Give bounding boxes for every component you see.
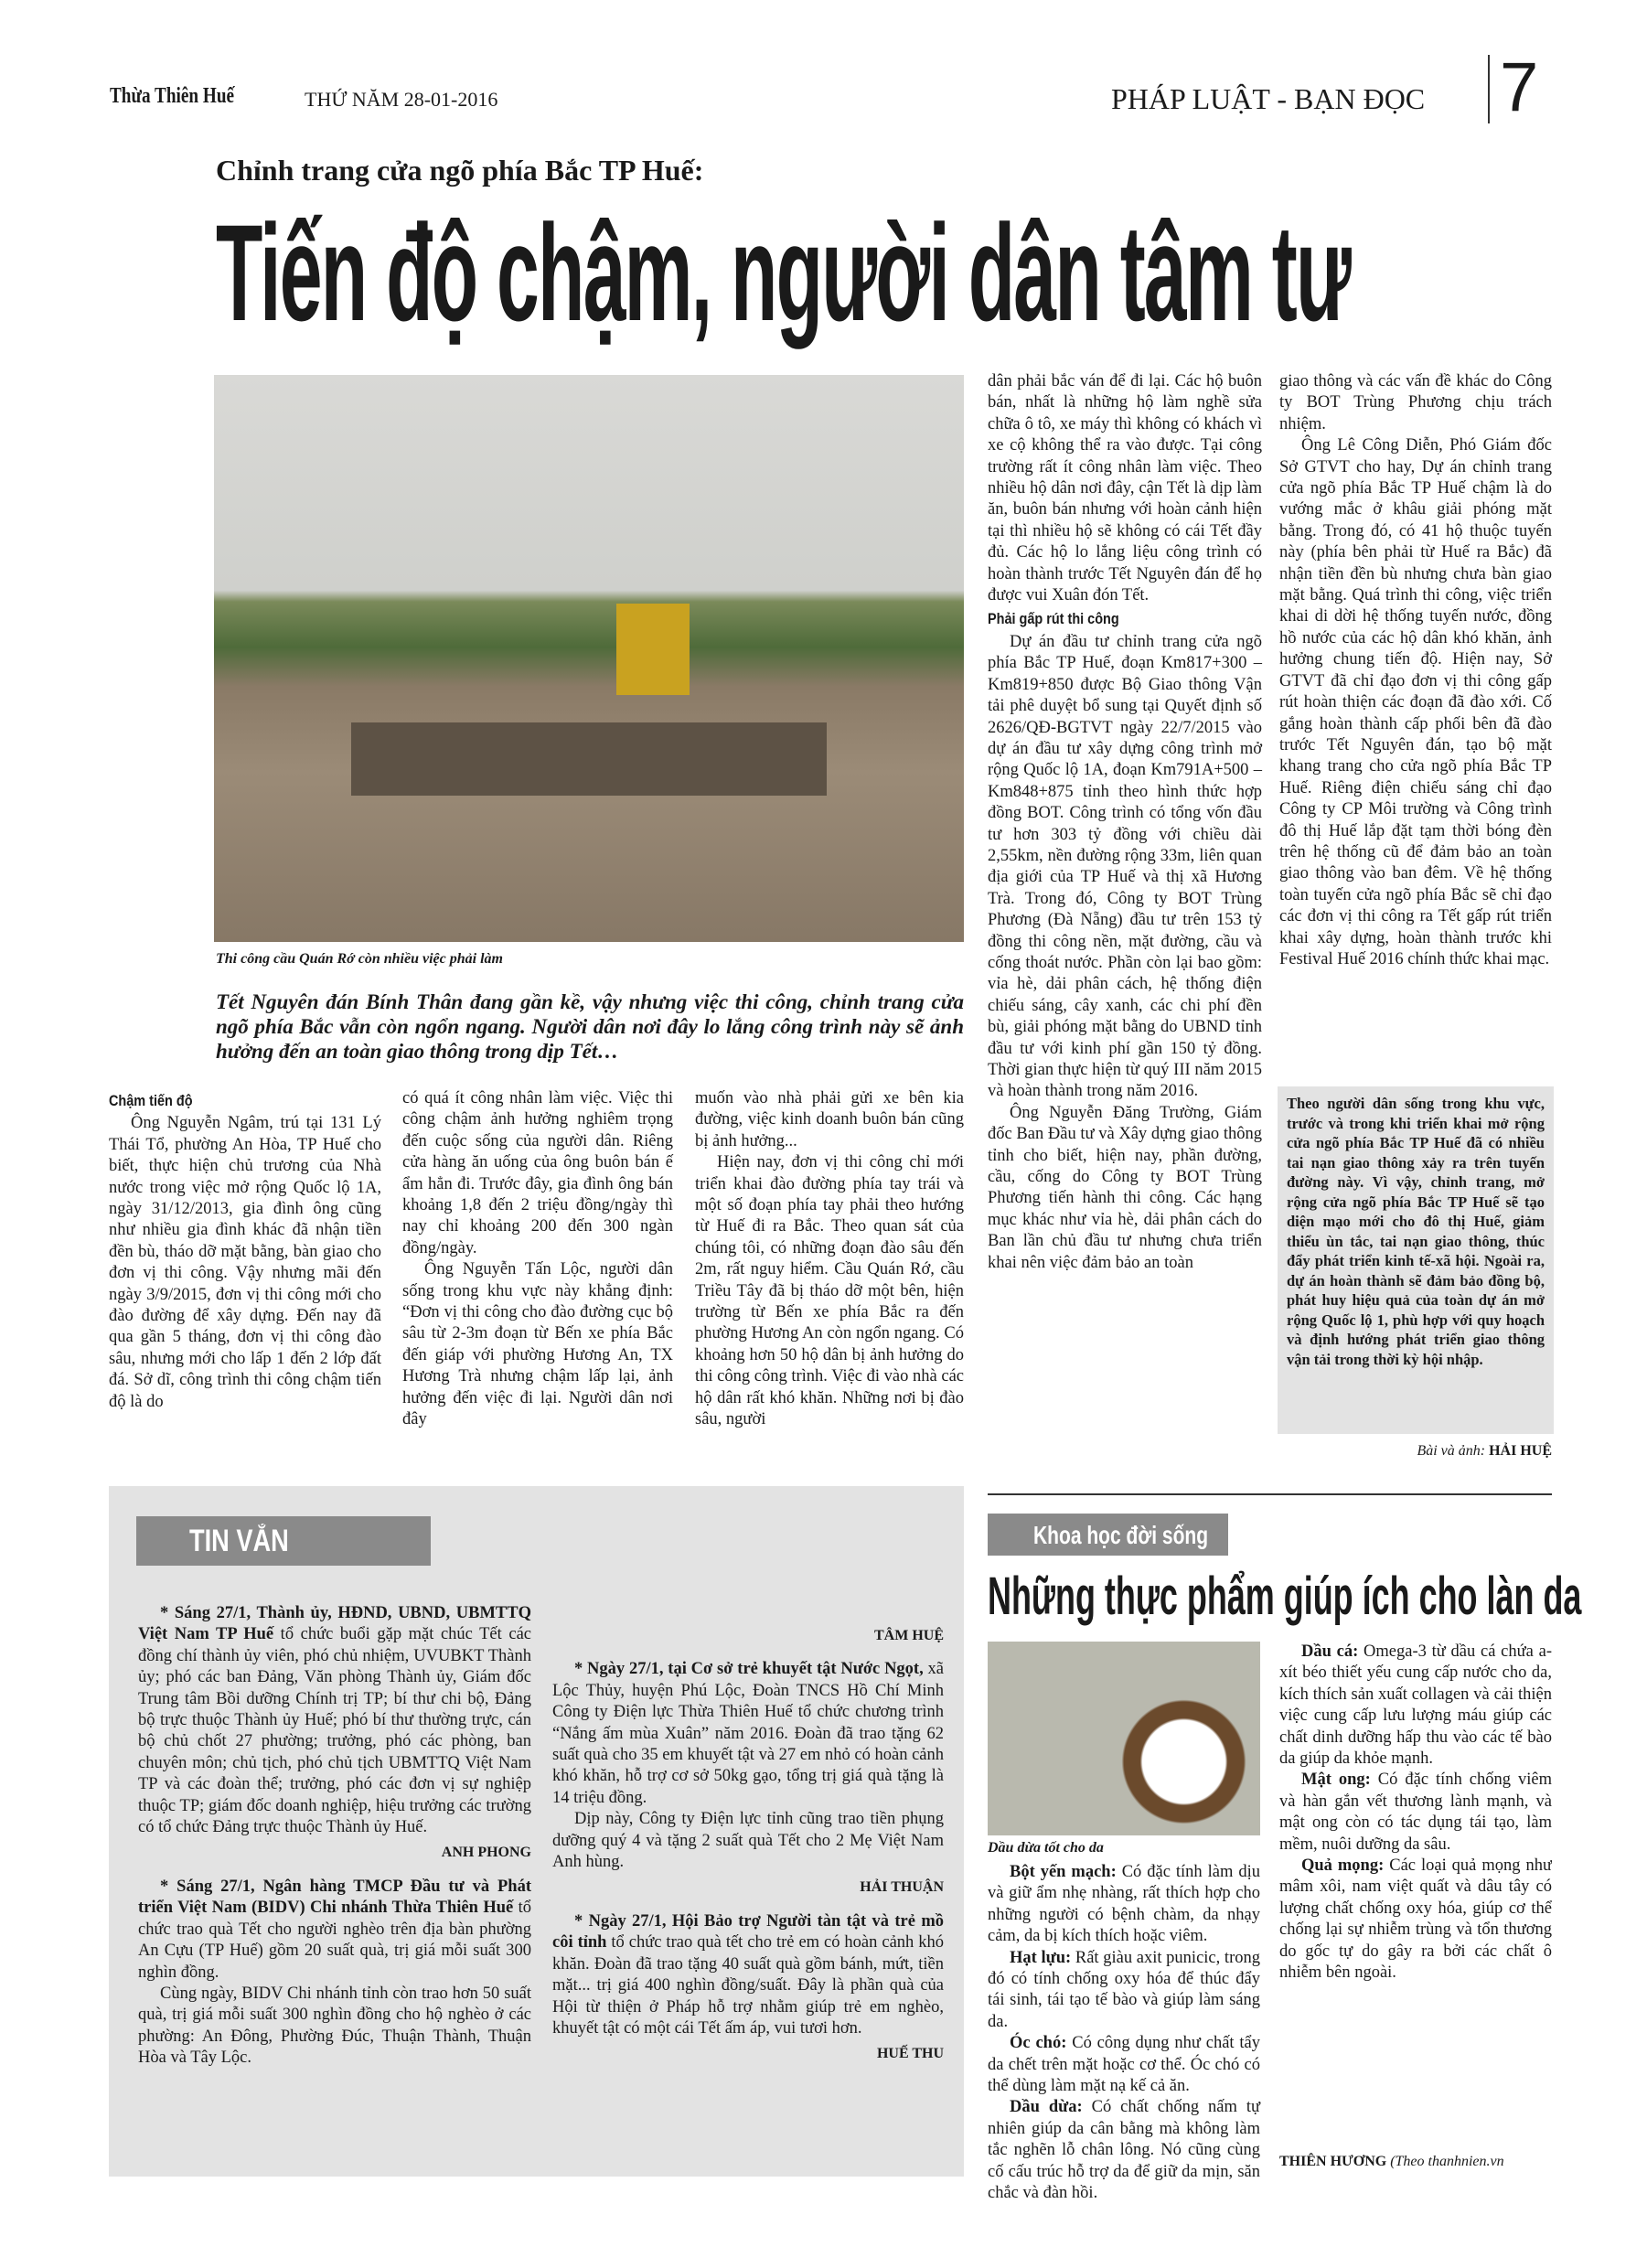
paragraph: Hiện nay, đơn vị thi công chỉ mới triển khai đào đường phía tay trái và một số đoạn phía tay phải theo hướng từ Huế đi ra Bắc. Theo quan sát của chúng tôi, có những đoạn đào sâu đến 2m, rất nguy hiểm. Cầu Quán Rớ, cầu Triều Tây đã bị tháo dỡ một bên, hiện trường từ Bến xe phía Bắc ra đến phường Hương An còn ngổn ngang. Có khoảng hơn 50 hộ dân bị ảnh hưởng do thi công công trình. Việc đi vào nhà các hộ dân rất khó khăn. Những nơi bị đào sâu, người [695, 1153, 964, 1429]
paper-name: Thừa Thiên Huế [110, 84, 235, 108]
science-photo-caption: Dầu dừa tốt cho da [988, 1840, 1104, 1856]
science-source: (Theo thanhnien.vn [1390, 2154, 1504, 2169]
body-column-5 [1279, 371, 1552, 970]
byline-author: HẢI HUỆ [1489, 1443, 1552, 1459]
paragraph: Dự án đầu tư chỉnh trang cửa ngõ phía Bắc TP Huế, đoạn Km817+300 – Km819+850 được Bộ Giao thông Vận tải phê duyệt bổ sung tại Quyết định số 2626/QĐ-BGTVT ngày 22/7/2015 vào dự án đầu tư xây dựng công trình mở rộng Quốc lộ 1A, đoạn Km791A+500 – Km848+875 tỉnh theo hình thức hợp đồng BOT. Công trình có tổng vốn đầu tư hơn 303 tỷ đồng với chiều dài 2,55km, nền đường rộng 33m, liên quan địa giới của TP Huế và thị xã Hương Trà. Trong đó, Công ty BOT Trùng Phương (Đà Nẵng) đầu tư trên 153 tỷ đồng thi công nền, mặt đường, cầu và cống thoát nước. Phần còn lại bao gồm: vỉa hè, dải phân cách, hệ thống điện chiếu sáng, cây xanh, các chi phí đền bù, giải phóng mặt bằng do UBND tỉnh đầu tư với kinh phí gần 150 tỷ đồng. Thời gian thực hiện từ quý III năm 2015 và hoàn thành trong năm 2016. [988, 632, 1262, 1101]
section-rule [988, 1493, 1552, 1495]
news-briefs-banner [136, 1516, 431, 1566]
science-column-2 [1279, 1642, 1552, 2154]
science-headline: Những thực phẩm giúp ích cho làn da [988, 1567, 1582, 1626]
science-byline [1279, 2154, 1504, 2170]
brief-signature: HẢI THUẬN [860, 1879, 944, 1896]
headline: Tiến độ chậm, người dân tâm tư [216, 196, 1351, 349]
paragraph: Ông Lê Công Diễn, Phó Giám đốc Sở GTVT cho hay, Dự án chỉnh trang cửa ngõ phía Bắc TP Huế chậm là do vướng mắc ở khâu giải phóng mặt bằng. Trong đó, có 41 hộ thuộc tuyến này (phía bên phải từ Huế ra Bắc) đã nhận tiền đền bù nhưng chưa bàn giao mặt bằng. Quá trình thi công, việc triển khai di dời hệ thống tuyến nước, đồng hồ nước của các hộ dân khó khăn, ảnh hưởng chung tiến độ. Hiện nay, Sở GTVT đã chỉ đạo đơn vị thi công gấp rút hoàn thiện các đoạn đã đào xới. Cố gắng hoàn thành cấp phối bên đã đào trước Tết Nguyên đán, tạo bộ mặt khang trang cho cửa ngõ phía Bắc TP Huế. Riêng điện chiếu sáng chỉ đạo Công ty CP Môi trường và Công trình đô thị Huế lắp đặt tạm thời bóng đèn trên hệ thống cũ để đảm bảo an toàn giao thông vào ban đêm. Về hệ thống toàn tuyến cửa ngõ phía Bắc sẽ chỉ đạo các đơn vị thi công ra Tết gấp rút triển khai xây dựng, hoàn thành trước khi Festival Huế 2016 chính thức khai mạc. [1279, 436, 1552, 968]
science-tag-label: Khoa học đời sống [1033, 1521, 1209, 1549]
news-briefs-title: TIN VẮN [189, 1524, 289, 1558]
section-title: PHÁP LUẬT - BẠN ĐỌC [1111, 82, 1426, 115]
briefs-column-1 [138, 1603, 531, 2070]
brief-item: * Sáng 27/1, Ngân hàng TMCP Đầu tư và Phát triển Việt Nam (BIDV) Chi nhánh Thừa Thiên Huế tổ chức trao quà Tết cho người nghèo trên địa bàn phường An Cựu (TP Huế) gồm 20 suất quà, trị giá mỗi suất 300 nghìn đồng. [138, 1877, 531, 1982]
page-number: 7 [1500, 48, 1539, 126]
rebar-trench [351, 722, 827, 796]
byline [1280, 1443, 1552, 1460]
paragraph: Bột yến mạch: Có đặc tính làm dịu và giữ ẩm nhẹ nhàng, rất thích hợp cho những người có bệnh chàm, da nhạy cảm, da bị kích thích hoặc viêm. [988, 1863, 1260, 1946]
header-divider [1488, 55, 1490, 123]
science-tag [988, 1514, 1228, 1556]
paragraph: Dầu dừa: Có chất chống nấm tự nhiên giúp da cân bằng mà không làm tắc nghẽn lỗ chân lông. Nó cũng cùng cố cấu trúc hỗ trợ da để giữ da mịn, săn chắc và đàn hồi. [988, 2098, 1261, 2203]
brief-item: * Ngày 27/1, tại Cơ sở trẻ khuyết tật Nước Ngọt, xã Lộc Thủy, huyện Phú Lộc, Đoàn TNCS Hồ Chí Minh Công ty Điện lực Thừa Thiên Huế tổ chức chương trình “Nắng ấm mùa Xuân” năm 2016. Đoàn đã trao tặng 62 suất quà cho 35 em khuyết tật và 27 em nhỏ có hoàn cảnh khó khăn, hỗ trợ cơ sở 50kg gạo, tổng trị giá quà tặng là 14 triệu đồng. [552, 1660, 944, 1807]
body-column-4 [988, 371, 1262, 1274]
issue-date: THỨ NĂM 28-01-2016 [305, 88, 498, 111]
brief-signature: HUẾ THU [876, 2046, 944, 2062]
paragraph: Ông Nguyễn Tấn Lộc, người dân sống trong khu vực này khẳng định: “Đơn vị thi công cho đào đường cục bộ sâu từ 2-3m đoạn từ Bến xe phía Bắc đến giáp với phường Hương An, TX Hương Trà nhưng chậm lấp lại, ảnh hưởng đến việc đi lại. Người dân nơi đây [402, 1260, 673, 1429]
paragraph: có quá ít công nhân làm việc. Việc thi công chậm ảnh hưởng nghiêm trọng đến cuộc sống của người dân. Riêng cửa hàng ăn uống của ông buôn bán ế ẩm hẳn đi. Trước đây, gia đình ông bán khoảng 1,8 đến 2 triệu đồng/ngày thì nay chỉ khoảng 200 đến 300 ngàn đồng/ngày. [402, 1089, 673, 1257]
subheading: Chậm tiến độ [109, 1092, 193, 1109]
news-briefs-box [109, 1486, 964, 2177]
body-column-2 [402, 1088, 673, 1431]
brief-item-continued: Dịp này, Công ty Điện lực tỉnh cũng trao tiền phụng dưỡng quý 4 và tặng 2 suất quà Tết cho 2 Mẹ Việt Nam Anh hùng. [552, 1810, 944, 1872]
brief-item-continued: Cùng ngày, BIDV Chi nhánh tỉnh còn trao hơn 50 suất quà, trị giá mỗi suất 300 nghìn đồng cho hộ nghèo ở các phường: An Đông, Phường Đúc, Thuận Thành, Thuận Hòa và Tây Lộc. [138, 1984, 531, 2068]
brief-signature: ANH PHONG [441, 1845, 531, 1861]
byline-label: Bài và ảnh: [1417, 1443, 1486, 1459]
excavator [616, 604, 690, 695]
paragraph: giao thông và các vấn đề khác do Công ty BOT Trùng Phương chịu trách nhiệm. [1279, 372, 1552, 433]
body-column-3 [695, 1088, 964, 1431]
paragraph: Quả mọng: Các loại quả mọng như mâm xôi, nam việt quất và dâu tây có lượng chất chống oxy hóa, giúp cơ thể chống lại sự nhiễm trùng và tổn thương do gốc tự do gây ra bởi các chất ô nhiễm bên ngoài. [1279, 1856, 1552, 1983]
paragraph: Dầu cá: Omega-3 từ dầu cá chứa a-xít béo thiết yếu cung cấp nước cho da, kích thích sản xuất collagen và cải thiện việc cung cấp lưu lượng máu giúp các chất dinh dưỡng hấp thu vào các tế bào da giúp da khỏe mạnh. [1279, 1642, 1552, 1769]
paragraph: Ông Nguyễn Đăng Trường, Giám đốc Ban Đầu tư và Xây dựng giao thông tỉnh cho biết, hiện nay, phần đường, cầu, cống do Công ty BOT Trùng Phương tiến hành thi công. Các hạng mục khác như vỉa hè, dải phân cách do Ban lần chủ đầu tư nhưng chưa triển khai nên việc đảm bảo an toàn [988, 1103, 1262, 1272]
paragraph: Óc chó: Có công dụng như chất tẩy da chết trên mặt hoặc cơ thể. Óc chó có thể dùng làm mặt nạ kế cả ăn. [988, 2034, 1260, 2096]
brief-signature: TÂM HUỆ [874, 1628, 944, 1643]
lead-paragraph: Tết Nguyên đán Bính Thân đang gần kề, vậy nhưng việc thi công, chỉnh trang cửa ngõ phía Bắc vẫn còn ngổn ngang. Người dân nơi đây lo lắng công trình này sẽ ảnh hưởng đến an toàn giao thông trong dịp Tết… [216, 990, 964, 1063]
brief-item: * Ngày 27/1, Hội Bảo trợ Người tàn tật và trẻ mồ côi tỉnh tổ chức trao quà tết cho trẻ em có hoàn cảnh khó khăn. Đoàn đã trao tặng 40 suất quà gồm bánh, mứt, tiền mặt... trị giá 400 nghìn đồng/suất. Đây là phần quà của Hội từ thiện ở Pháp hỗ trợ nhằm giúp trẻ em nghèo, khuyết tật có một cái Tết ấm áp, vui tươi hơn. [552, 1911, 944, 2038]
body-column-1 [109, 1088, 381, 1413]
construction-photo [214, 375, 964, 942]
photo-caption: Thi công cầu Quán Rớ còn nhiều việc phải làm [216, 951, 503, 967]
science-author: THIÊN HƯƠNG [1279, 2154, 1387, 2169]
kicker: Chỉnh trang cửa ngõ phía Bắc TP Huế: [216, 154, 704, 187]
coconut-oil-photo [988, 1642, 1260, 1835]
paragraph: Ông Nguyễn Ngâm, trú tại 131 Lý Thái Tổ, phường An Hòa, TP Huế cho biết, thực hiện chủ trương của Nhà nước trong việc mở rộng Quốc lộ 1A, ngày 31/12/2013, gia đình ông cũng như nhiều gia đình khác đã nhận tiền đền bù, tháo dỡ mặt bằng, bàn giao cho đơn vị thi công. Vậy nhưng mãi đến ngày 3/9/2015, đơn vị thi công mới cho đào đường để xây dựng. Đến nay đã qua gần 5 tháng, đơn vị thi công đào sâu, nhưng mới cho lấp 1 đến 2 lớp đất đá. Sở dĩ, công trình thi công chậm tiến độ là do [109, 1114, 381, 1411]
paragraph: Hạt lựu: Rất giàu axit punicic, trong đó có tính chống oxy hóa để thúc đẩy tái sinh, tái tạo tế bào và giúp làm sáng da. [988, 1948, 1260, 2031]
science-column-1 [988, 1862, 1260, 2205]
subheading: Phải gấp rút thi công [988, 610, 1119, 628]
highlight-box: Theo người dân sống trong khu vực, trước và trong khi triển khai mở rộng cửa ngõ phía Bắc TP Huế đã có nhiều tai nạn giao thông xảy ra trên tuyến đường này. Vì vậy, chỉnh trang, mở rộng cửa ngõ phía Bắc TP Huế sẽ tạo diện mạo mới cho đô thị Huế, giảm thiểu ùn tắc, tai nạn giao thông, thúc đẩy phát triển kinh tế-xã hội. Ngoài ra, dự án hoàn thành sẽ đảm bảo đồng bộ, phát huy hiệu quả của toàn dự án mở rộng Quốc lộ 1, phù hợp với quy hoạch và định hướng phát triển giao thông vận tải trong thời kỳ hội nhập. [1278, 1086, 1554, 1434]
paragraph: muốn vào nhà phải gửi xe bên kia đường, việc kinh doanh buôn bán cũng bị ảnh hưởng... [695, 1089, 964, 1150]
paragraph: Mật ong: Có đặc tính chống viêm và hàn gắn vết thương lành mạnh, và mật ong còn có tác dụng tái tạo, làm mềm, nuôi dưỡng da sâu. [1279, 1771, 1552, 1854]
brief-item: * Sáng 27/1, Thành ủy, HĐND, UBND, UBMTTQ Việt Nam TP Huế tổ chức buổi gặp mặt chúc Tết các đồng chí thành ủy viên, phó chủ nhiệm, UVUBKT Thành ủy; phó các ban Đảng, Văn phòng Thành ủy, Giám đốc Trung tâm Bồi dưỡng Chính trị TP; bí thư chi bộ, Đảng bộ trực thuộc Thành ủy Huế; phó bí thư thường trực, cán bộ chủ chốt 27 phường; trưởng, phó các phòng, ban chuyên môn; chủ tịch, phó chủ tịch UBMTTQ Việt Nam TP và các đoàn thể; trưởng, phó các đơn vị sự nghiệp thuộc TP; giám đốc doanh nghiệp, hiệu trưởng các trường có tổ chức Đảng trực thuộc Thành ủy Huế. [138, 1604, 531, 1837]
paragraph: dân phải bắc ván để đi lại. Các hộ buôn bán, nhất là những hộ làm nghề sửa chữa ô tô, xe máy thì không có khách vì xe cộ không thể ra vào được. Tại công trường rất ít công nhân làm việc. Theo nhiều hộ dân nơi đây, cận Tết là dịp làm ăn, buôn bán nhưng với hoàn cảnh hiện tại thì nhiều hộ sẽ không có cái Tết đầy đủ. Các hộ lo lắng liệu công trình có hoàn thành trước Tết Nguyên đán để họ được vui Xuân đón Tết. [988, 372, 1262, 605]
briefs-column-2 [552, 1603, 944, 2078]
